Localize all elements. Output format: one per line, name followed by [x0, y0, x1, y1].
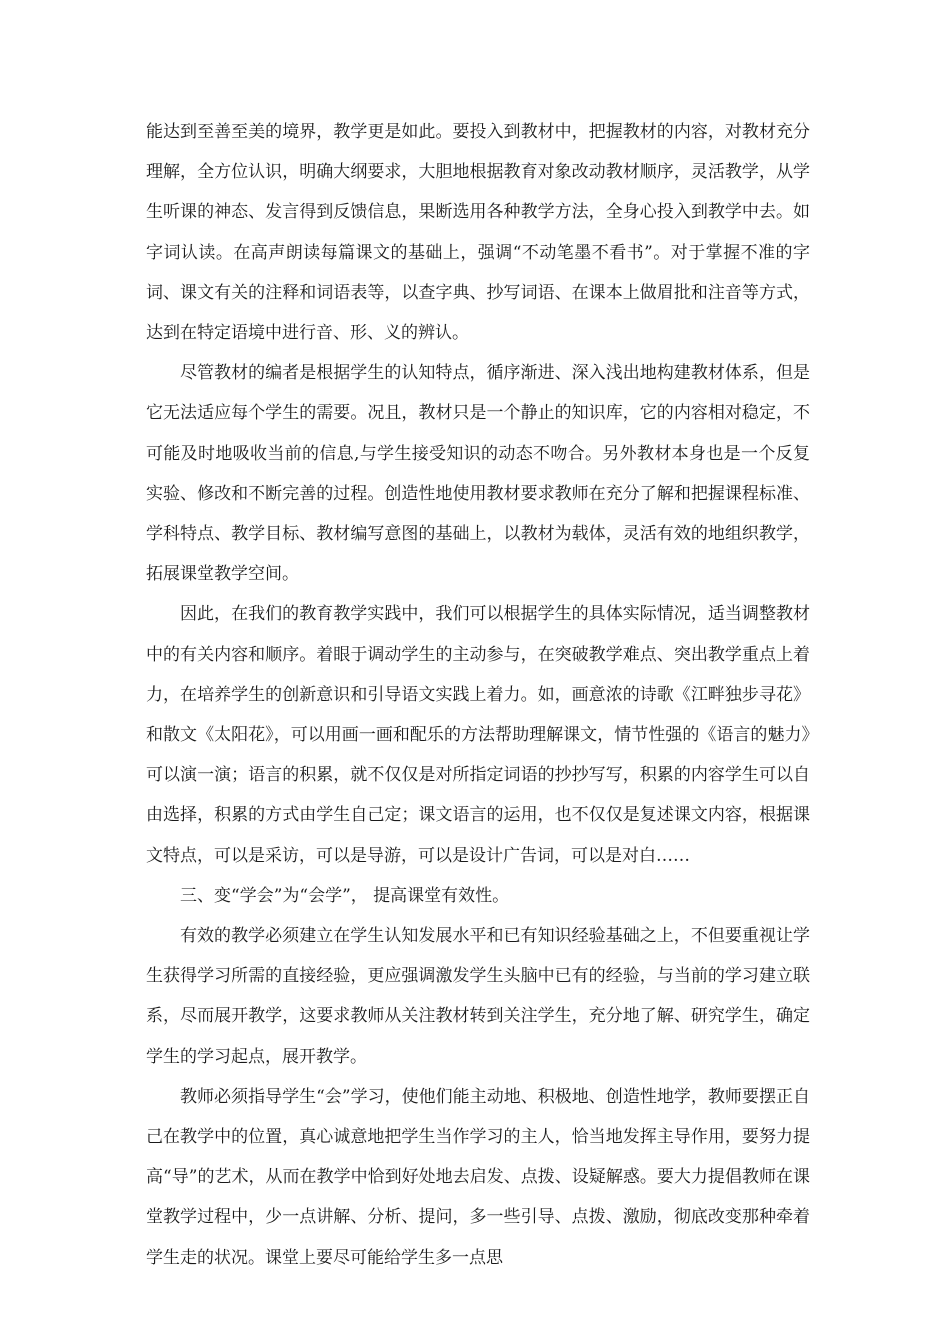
- document-body: [146, 112, 810, 1278]
- paragraph-continuation: 能达到至善至美的境界，教学更是如此。要投入到教材中，把握教材的内容，对教材充分理解，全方位认识，明确大纲要求，大胆地根据教育对象改动教材顺序，灵活教学，从学生听课的神态、发言得到反馈信息，果断选用各种教学方法，全身心投入到教学中去。如字词认读。在高声朗读每篇课文的基础上，强调“不动笔墨不看书”。对于掌握不准的字词、课文有关的注释和词语表等，以查字典、抄写词语、在课本上做眉批和注音等方式，达到在特定语境中进行音、形、义的辨认。: [146, 122, 810, 344]
- paragraph-guide-learning: 教师必须指导学生“会”学习，使他们能主动地、积极地、创造性地学，教师要摆正自己在教学中的位置，真心诚意地把学生当作学习的主人，恰当地发挥主导作用，要努力提高“导”的艺术，从而在教学中恰到好处地去启发、点拨、设疑解惑。要大力提倡教师在课堂教学过程中，少一点讲解、分析、提问，多一些引导、点拨、激励，彻底改变那种牵着学生走的状况。课堂上要尽可能给学生多一点思: [146, 1086, 810, 1268]
- paragraph-adjust-content: 因此，在我们的教育教学实践中，我们可以根据学生的具体实际情况，适当调整教材中的有关内容和顺序。着眼于调动学生的主动参与，在突破教学难点、突出教学重点上着力，在培养学生的创新意识和引导语文实践上着力。如，画意浓的诗歌《江畔独步寻花》和散文《太阳花》，可以用画一画和配乐的方法帮助理解课文，情节性强的《语言的魅力》可以演一演；语言的积累，就不仅仅是对所指定词语的抄抄写写，积累的内容学生可以自由选择，积累的方式由学生自己定；课文语言的运用，也不仅仅是复述课文内容，根据课文特点，可以是采访，可以是导游，可以是设计广告词，可以是对白……: [146, 604, 810, 866]
- paragraph-textbook-limits: 尽管教材的编者是根据学生的认知特点，循序渐进、深入浅出地构建教材体系，但是它无法适应每个学生的需要。况且，教材只是一个静止的知识库，它的内容相对稳定，不可能及时地吸收当前的信息,与学生接受知识的动态不吻合。另外教材本身也是一个反复实验、修改和不断完善的过程。创造性地使用教材要求教师在充分了解和把握课程标准、学科特点、教学目标、教材编写意图的基础上，以教材为载体，灵活有效的地组织教学，拓展课堂教学空间。: [146, 363, 810, 585]
- section-heading: 三、变“学会”为“会学”， 提高课堂有效性。: [180, 885, 510, 906]
- paragraph-effective-teaching: 有效的教学必须建立在学生认知发展水平和已有知识经验基础之上，不但要重视让学生获得学习所需的直接经验，更应强调激发学生头脑中已有的经验，与当前的学习建立联系，尽而展开教学，这要求教师从关注教材转到关注学生，充分地了解、研究学生，确定学生的学习起点，展开教学。: [146, 926, 810, 1067]
